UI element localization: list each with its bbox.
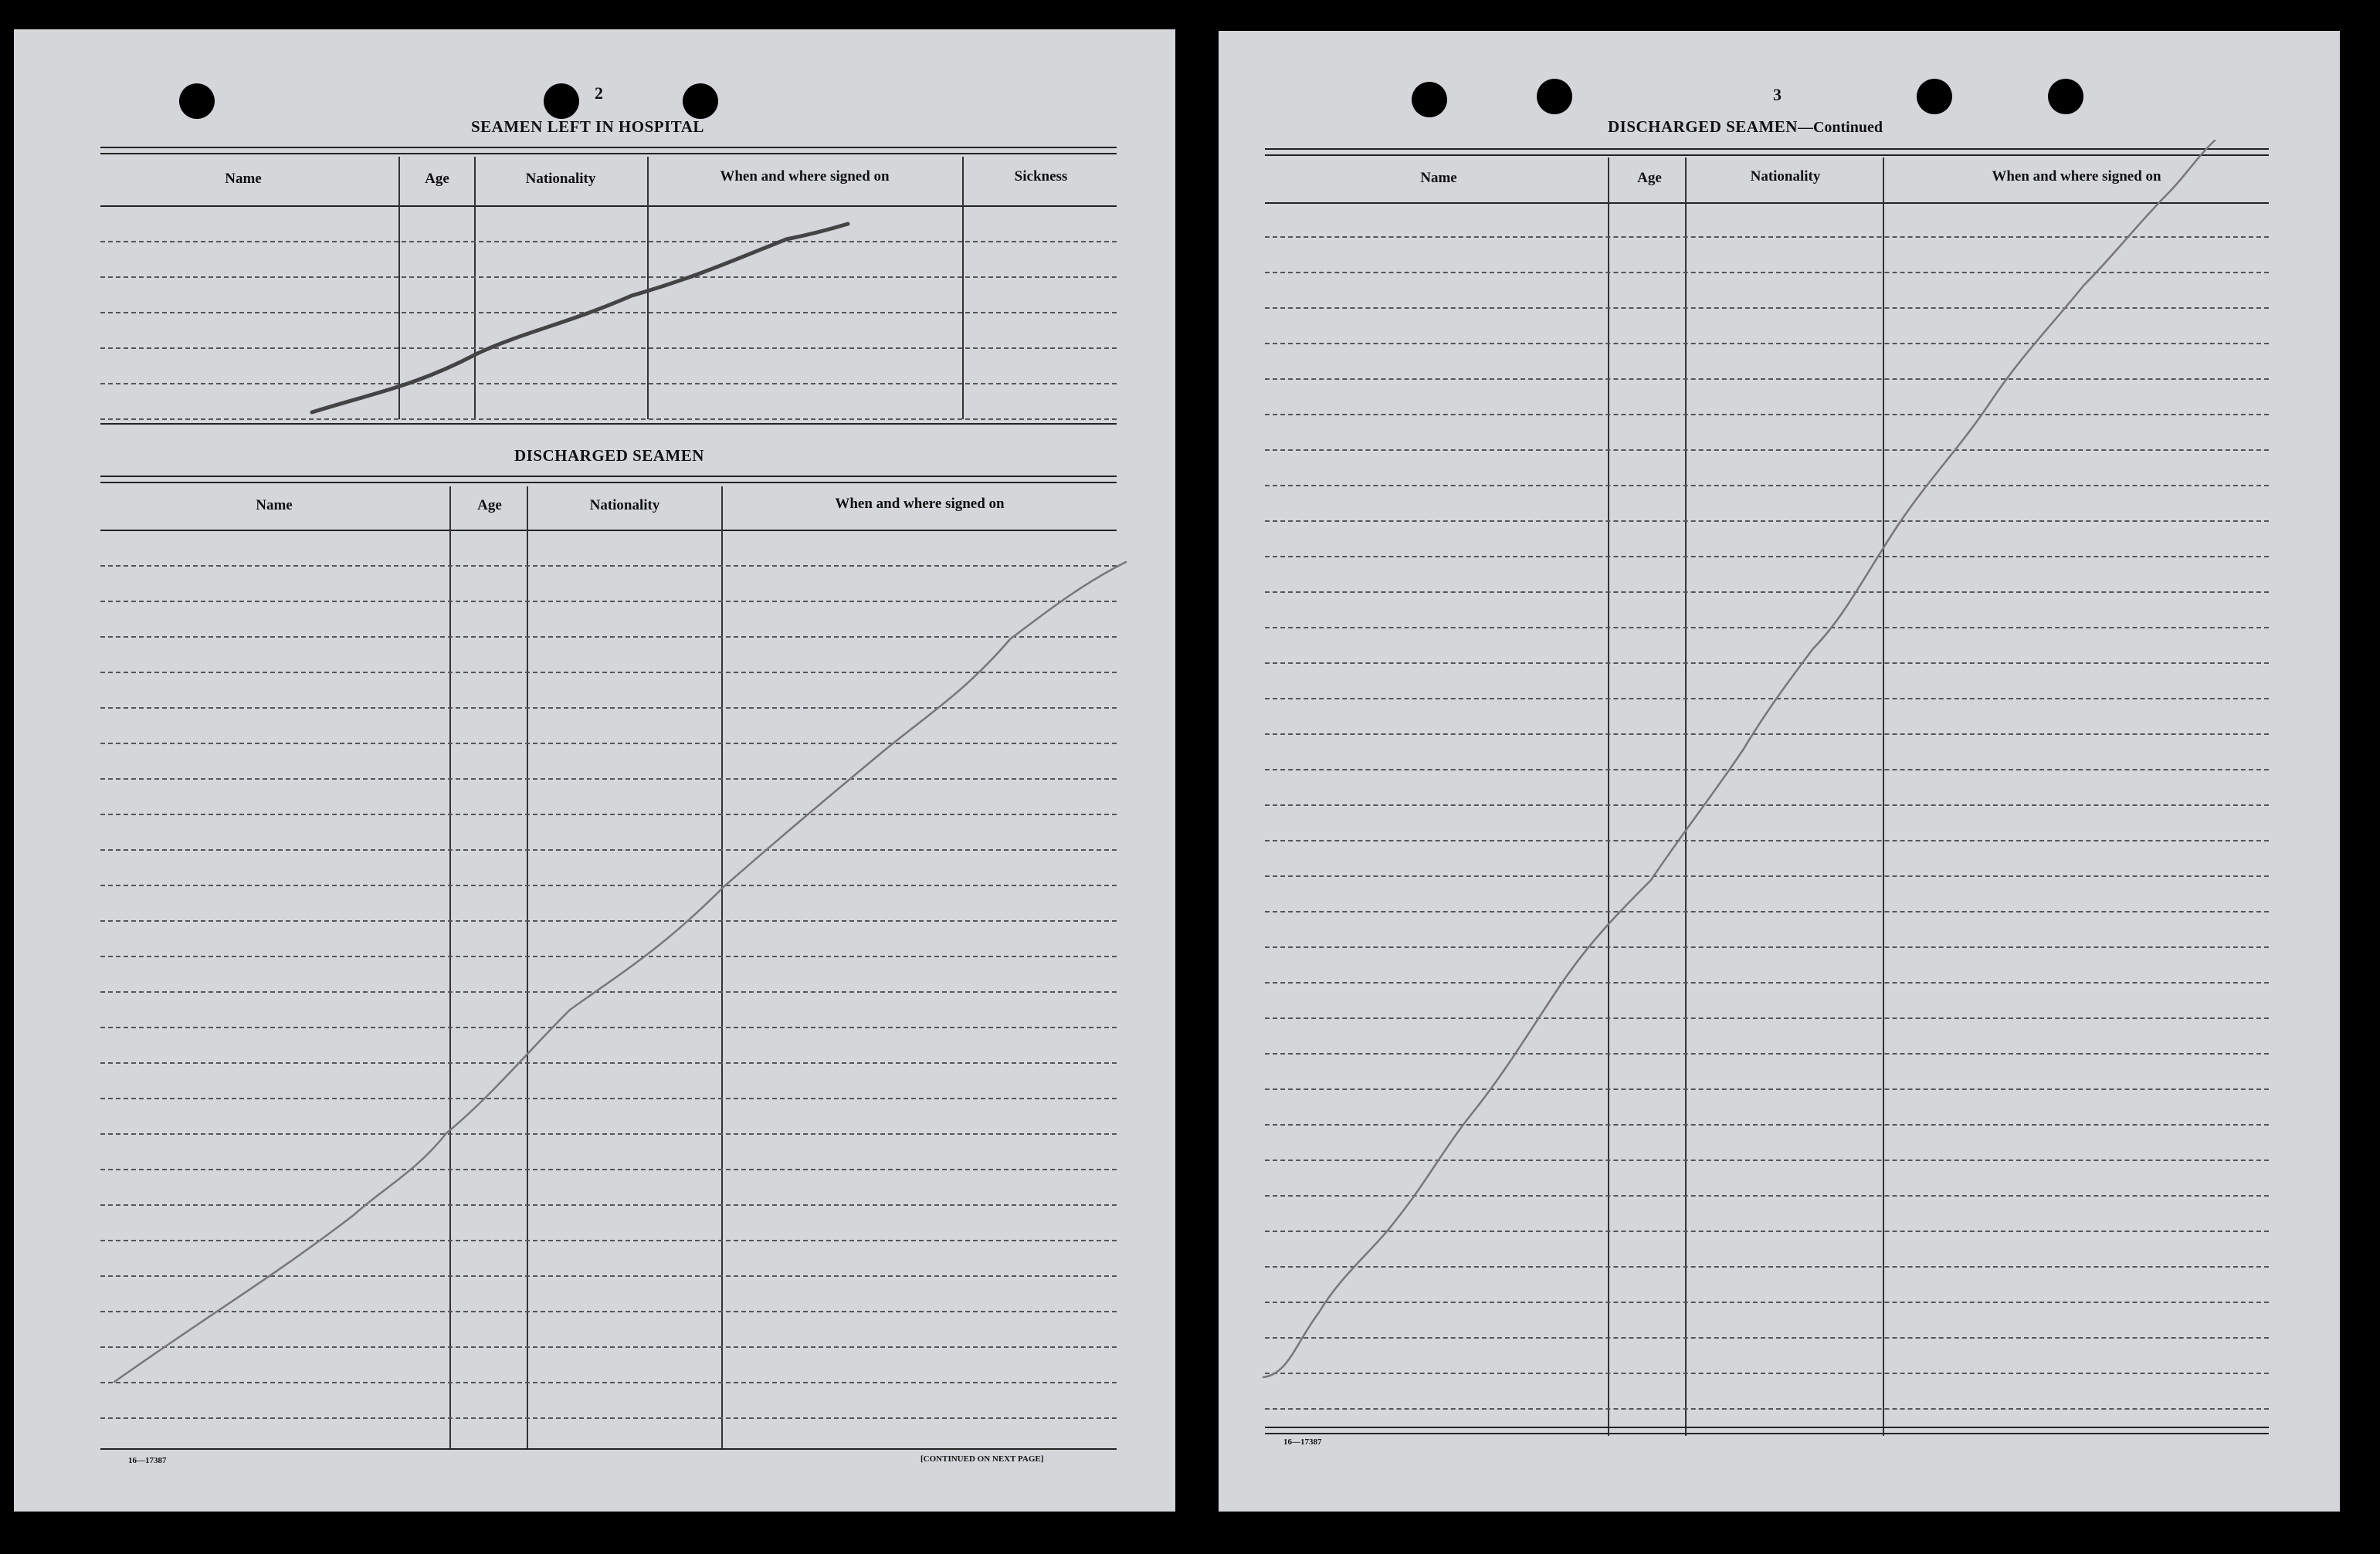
column-divider xyxy=(398,157,400,419)
header-nationality: Nationality xyxy=(589,497,660,513)
section-title xyxy=(1608,117,1883,137)
column-divider xyxy=(962,157,964,419)
ruled-line xyxy=(100,241,1117,242)
section-title-suffix: —Continued xyxy=(1797,119,1883,136)
ruled-line xyxy=(1265,414,2269,415)
ruled-line xyxy=(1265,1017,2269,1019)
ruled-line xyxy=(1265,1302,2269,1303)
ruled-line xyxy=(1265,840,2269,841)
ruled-line xyxy=(100,1027,1117,1028)
ruled-line xyxy=(100,565,1117,567)
ruled-line xyxy=(1265,662,2269,664)
ruled-line xyxy=(100,743,1117,744)
ruled-line xyxy=(1265,449,2269,451)
column-divider xyxy=(647,157,649,419)
ruled-line xyxy=(1265,1053,2269,1055)
ruled-line xyxy=(100,707,1117,709)
header-nationality: Nationality xyxy=(525,171,596,187)
column-divider xyxy=(449,486,451,1450)
ruled-line xyxy=(1265,307,2269,309)
header-rule xyxy=(1265,202,2269,204)
ruled-line xyxy=(1265,272,2269,273)
header-name: Name xyxy=(225,171,262,187)
punch-hole xyxy=(544,83,579,119)
column-divider xyxy=(474,157,476,419)
ruled-line xyxy=(1265,982,2269,984)
column-divider xyxy=(1685,157,1687,1436)
punch-hole xyxy=(1917,79,1952,114)
header-nationality: Nationality xyxy=(1750,168,1821,185)
ruled-line xyxy=(1265,946,2269,948)
hospital-section-title: SEAMEN LEFT IN HOSPITAL xyxy=(471,117,704,136)
header-name: Name xyxy=(1420,170,1457,186)
column-divider xyxy=(1608,157,1609,1436)
left-page xyxy=(14,29,1175,1512)
ruled-line xyxy=(100,383,1117,384)
header-signed-on: When and where signed on xyxy=(835,496,1005,512)
ruled-line xyxy=(1265,1373,2269,1374)
ruled-line xyxy=(1265,733,2269,735)
form-number: 16—17387 xyxy=(128,1456,167,1465)
ruled-line xyxy=(1265,1337,2269,1339)
column-divider xyxy=(721,486,723,1450)
ruled-line xyxy=(100,849,1117,851)
ruled-line xyxy=(1265,911,2269,912)
ruled-line xyxy=(1265,804,2269,806)
table-top-rule xyxy=(1265,148,2269,156)
ruled-line xyxy=(100,601,1117,602)
header-signed-on: When and where signed on xyxy=(1992,168,2161,185)
ruled-line xyxy=(1265,1231,2269,1232)
ruled-line xyxy=(100,1169,1117,1170)
ruled-line xyxy=(100,814,1117,815)
ruled-line xyxy=(100,1311,1117,1312)
discharged-section-title: DISCHARGED SEAMEN xyxy=(514,446,704,465)
ruled-line xyxy=(100,991,1117,993)
ruled-line xyxy=(100,1062,1117,1064)
table-bottom-rule xyxy=(1265,1427,2269,1434)
punch-hole xyxy=(683,83,718,119)
header-rule xyxy=(100,205,1117,207)
column-divider xyxy=(527,486,528,1450)
ruled-line xyxy=(1265,1266,2269,1268)
punch-hole xyxy=(179,83,215,119)
pencil-line-through xyxy=(14,29,1175,1512)
ruled-line xyxy=(100,1275,1117,1277)
ruled-line xyxy=(100,885,1117,886)
ruled-line xyxy=(100,1346,1117,1348)
ruled-line xyxy=(100,418,1117,420)
ruled-line xyxy=(1265,1160,2269,1161)
header-age: Age xyxy=(425,171,449,187)
punch-hole xyxy=(1412,82,1447,117)
ruled-line xyxy=(1265,698,2269,699)
ruled-line xyxy=(100,1204,1117,1206)
ruled-line xyxy=(100,347,1117,349)
ruled-line xyxy=(100,276,1117,278)
table-top-rule xyxy=(100,476,1117,483)
header-name: Name xyxy=(256,497,293,513)
ruled-line xyxy=(100,1240,1117,1241)
ruled-line xyxy=(1265,520,2269,522)
ruled-line xyxy=(100,636,1117,638)
ruled-line xyxy=(1265,1124,2269,1126)
ruled-line xyxy=(100,778,1117,780)
table-top-rule xyxy=(100,147,1117,154)
ruled-line xyxy=(100,1098,1117,1099)
ruled-line xyxy=(100,1382,1117,1383)
punch-hole xyxy=(1537,79,1572,114)
table-bottom-rule xyxy=(100,1448,1117,1450)
ruled-line xyxy=(1265,1408,2269,1410)
punch-hole xyxy=(2048,79,2083,114)
ruled-line xyxy=(100,672,1117,673)
ruled-line xyxy=(1265,875,2269,877)
continued-note: [CONTINUED ON NEXT PAGE] xyxy=(920,1454,1044,1464)
ruled-line xyxy=(1265,343,2269,344)
ruled-line xyxy=(1265,378,2269,380)
ruled-line xyxy=(1265,1195,2269,1197)
ruled-line xyxy=(1265,591,2269,593)
ruled-line xyxy=(100,312,1117,313)
ruled-line xyxy=(1265,769,2269,770)
header-age: Age xyxy=(1637,170,1662,186)
section-title-main: DISCHARGED SEAMEN xyxy=(1608,117,1798,136)
ruled-line xyxy=(1265,556,2269,557)
page-number: 2 xyxy=(595,83,603,103)
column-divider xyxy=(1883,157,1884,1436)
header-rule xyxy=(100,530,1117,531)
ruled-line xyxy=(1265,627,2269,628)
table-bottom-rule xyxy=(100,423,1117,425)
ruled-line xyxy=(100,1133,1117,1135)
header-age: Age xyxy=(477,497,502,513)
ruled-line xyxy=(1265,485,2269,486)
form-number: 16—17387 xyxy=(1283,1437,1322,1447)
ruled-line xyxy=(100,920,1117,922)
ruled-line xyxy=(100,956,1117,957)
page-number: 3 xyxy=(1773,85,1782,104)
ruled-line xyxy=(1265,1088,2269,1090)
header-sickness: Sickness xyxy=(1014,168,1068,185)
right-page xyxy=(1219,31,2340,1512)
header-signed-on: When and where signed on xyxy=(720,168,890,185)
pencil-line-through xyxy=(1219,31,2340,1512)
ruled-line xyxy=(100,1417,1117,1419)
ruled-line xyxy=(1265,236,2269,238)
